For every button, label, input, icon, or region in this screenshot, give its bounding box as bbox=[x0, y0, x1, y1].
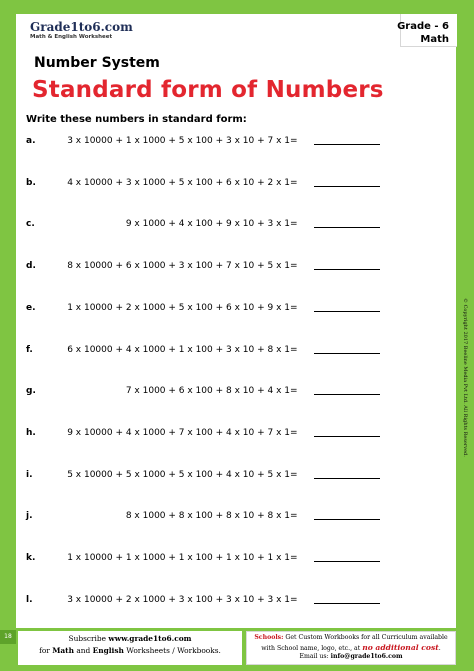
problem-expression: 7 x 1000 + 6 x 100 + 8 x 10 + 4 x 1 bbox=[125, 386, 290, 397]
footer-schools bbox=[246, 631, 456, 665]
grade-box bbox=[397, 14, 457, 47]
instruction-text: Write these numbers in standard form: bbox=[26, 114, 247, 125]
page-title: Standard form of Numbers bbox=[32, 77, 384, 103]
problem-label: d. bbox=[26, 261, 36, 272]
problem-row bbox=[16, 261, 456, 277]
problem-expression: 6 x 10000 + 4 x 1000 + 1 x 100 + 3 x 10 + 8 x 1 bbox=[67, 344, 290, 355]
equals-sign: = bbox=[290, 136, 298, 146]
equals-sign: = bbox=[290, 594, 298, 605]
problem-label: j. bbox=[26, 511, 33, 522]
problem-expression: 4 x 10000 + 3 x 1000 + 5 x 100 + 6 x 10 + 2 x 1 bbox=[67, 177, 290, 188]
schools-line2-end: . bbox=[438, 645, 441, 652]
and-text: and bbox=[76, 646, 91, 655]
brand-logo bbox=[30, 20, 140, 42]
problem-expression: 9 x 10000 + 4 x 1000 + 7 x 100 + 4 x 10 + 7 x 1 bbox=[67, 427, 290, 438]
equals-sign: = bbox=[290, 219, 298, 230]
problem-expression: 3 x 10000 + 2 x 1000 + 3 x 100 + 3 x 10 + 3 x 1 bbox=[67, 594, 290, 605]
equals-sign: = bbox=[290, 386, 298, 397]
subscribe-link[interactable]: www.grade1to6.com bbox=[108, 634, 192, 643]
equals-sign: = bbox=[290, 302, 298, 313]
equals-sign: = bbox=[290, 177, 298, 188]
problem-label: a. bbox=[26, 136, 36, 146]
footer-subscribe bbox=[18, 631, 242, 665]
logo-subtitle: Math & English Worksheet bbox=[30, 34, 113, 40]
subscribe-text: Subscribe bbox=[68, 634, 107, 643]
problem-label: c. bbox=[26, 219, 35, 230]
problem-row bbox=[16, 553, 456, 569]
problem-row bbox=[16, 511, 456, 527]
problem-expression: 5 x 10000 + 5 x 1000 + 5 x 100 + 4 x 10 + 5 x 1 bbox=[67, 469, 290, 480]
problem-expression: 3 x 10000 + 1 x 1000 + 5 x 100 + 3 x 10 + 7 x 1 bbox=[67, 136, 290, 146]
problem-label: l. bbox=[26, 594, 33, 605]
worksheet-page bbox=[16, 14, 468, 628]
problem-row bbox=[16, 178, 456, 194]
problem-expression: 1 x 10000 + 1 x 1000 + 1 x 100 + 1 x 10 + 1 x 1 bbox=[67, 553, 290, 563]
equals-sign: = bbox=[290, 261, 298, 272]
answer-blank[interactable] bbox=[314, 227, 380, 228]
english-text: English bbox=[92, 646, 124, 655]
problem-row bbox=[16, 136, 456, 152]
logo-title: Grade1to6.com bbox=[30, 20, 133, 34]
answer-blank[interactable] bbox=[314, 353, 380, 354]
answer-blank[interactable] bbox=[314, 436, 380, 437]
problem-label: i. bbox=[26, 469, 33, 480]
math-text: Math bbox=[52, 646, 74, 655]
problem-row bbox=[16, 219, 456, 235]
for-text: for bbox=[39, 646, 50, 655]
schools-line2: with School name, logo, etc., at bbox=[261, 645, 361, 652]
copyright-text: © Copyright 2017 Beeline Media Pvt Ltd. All Rights Reserved. bbox=[462, 298, 468, 457]
page-number: 18 bbox=[0, 630, 16, 644]
answer-blank[interactable] bbox=[314, 561, 380, 562]
problem-label: h. bbox=[26, 427, 36, 438]
problem-row bbox=[16, 595, 456, 611]
email-label: Email us: bbox=[299, 653, 329, 660]
problem-label: k. bbox=[26, 553, 36, 563]
problem-expression: 8 x 10000 + 6 x 1000 + 3 x 100 + 7 x 10 + 5 x 1 bbox=[67, 261, 290, 272]
problem-label: f. bbox=[26, 344, 33, 355]
problem-label: g. bbox=[26, 386, 36, 397]
equals-sign: = bbox=[290, 469, 298, 480]
subject-label: Math bbox=[420, 34, 449, 45]
answer-blank[interactable] bbox=[314, 394, 380, 395]
equals-sign: = bbox=[290, 511, 298, 522]
answer-blank[interactable] bbox=[314, 519, 380, 520]
problem-row bbox=[16, 345, 456, 361]
problem-expression: 9 x 1000 + 4 x 100 + 9 x 10 + 3 x 1 bbox=[125, 219, 290, 230]
no-cost-text: no additional cost bbox=[362, 643, 439, 652]
problem-expression: 8 x 1000 + 8 x 100 + 8 x 10 + 8 x 1 bbox=[125, 511, 290, 522]
problem-row bbox=[16, 470, 456, 486]
answer-blank[interactable] bbox=[314, 186, 380, 187]
answer-blank[interactable] bbox=[314, 144, 380, 145]
schools-line1: Get Custom Workbooks for all Curriculum available bbox=[285, 634, 448, 641]
problem-row bbox=[16, 303, 456, 319]
answer-blank[interactable] bbox=[314, 311, 380, 312]
grade-label: Grade - 6 bbox=[397, 21, 449, 32]
email-link[interactable]: info@grade1to6.com bbox=[330, 653, 403, 660]
answer-blank[interactable] bbox=[314, 603, 380, 604]
problem-label: e. bbox=[26, 302, 36, 313]
answer-blank[interactable] bbox=[314, 478, 380, 479]
copyright-notice bbox=[460, 298, 469, 488]
equals-sign: = bbox=[290, 427, 298, 438]
problem-row bbox=[16, 386, 456, 402]
problem-expression: 1 x 10000 + 2 x 1000 + 5 x 100 + 6 x 10 + 9 x 1 bbox=[67, 302, 290, 313]
problem-row bbox=[16, 428, 456, 444]
answer-blank[interactable] bbox=[314, 269, 380, 270]
equals-sign: = bbox=[290, 553, 298, 563]
problem-label: b. bbox=[26, 177, 36, 188]
worksheets-text: Worksheets / Workbooks. bbox=[126, 646, 221, 655]
schools-label: Schools: bbox=[254, 634, 284, 641]
equals-sign: = bbox=[290, 344, 298, 355]
topic-heading: Number System bbox=[34, 55, 160, 71]
